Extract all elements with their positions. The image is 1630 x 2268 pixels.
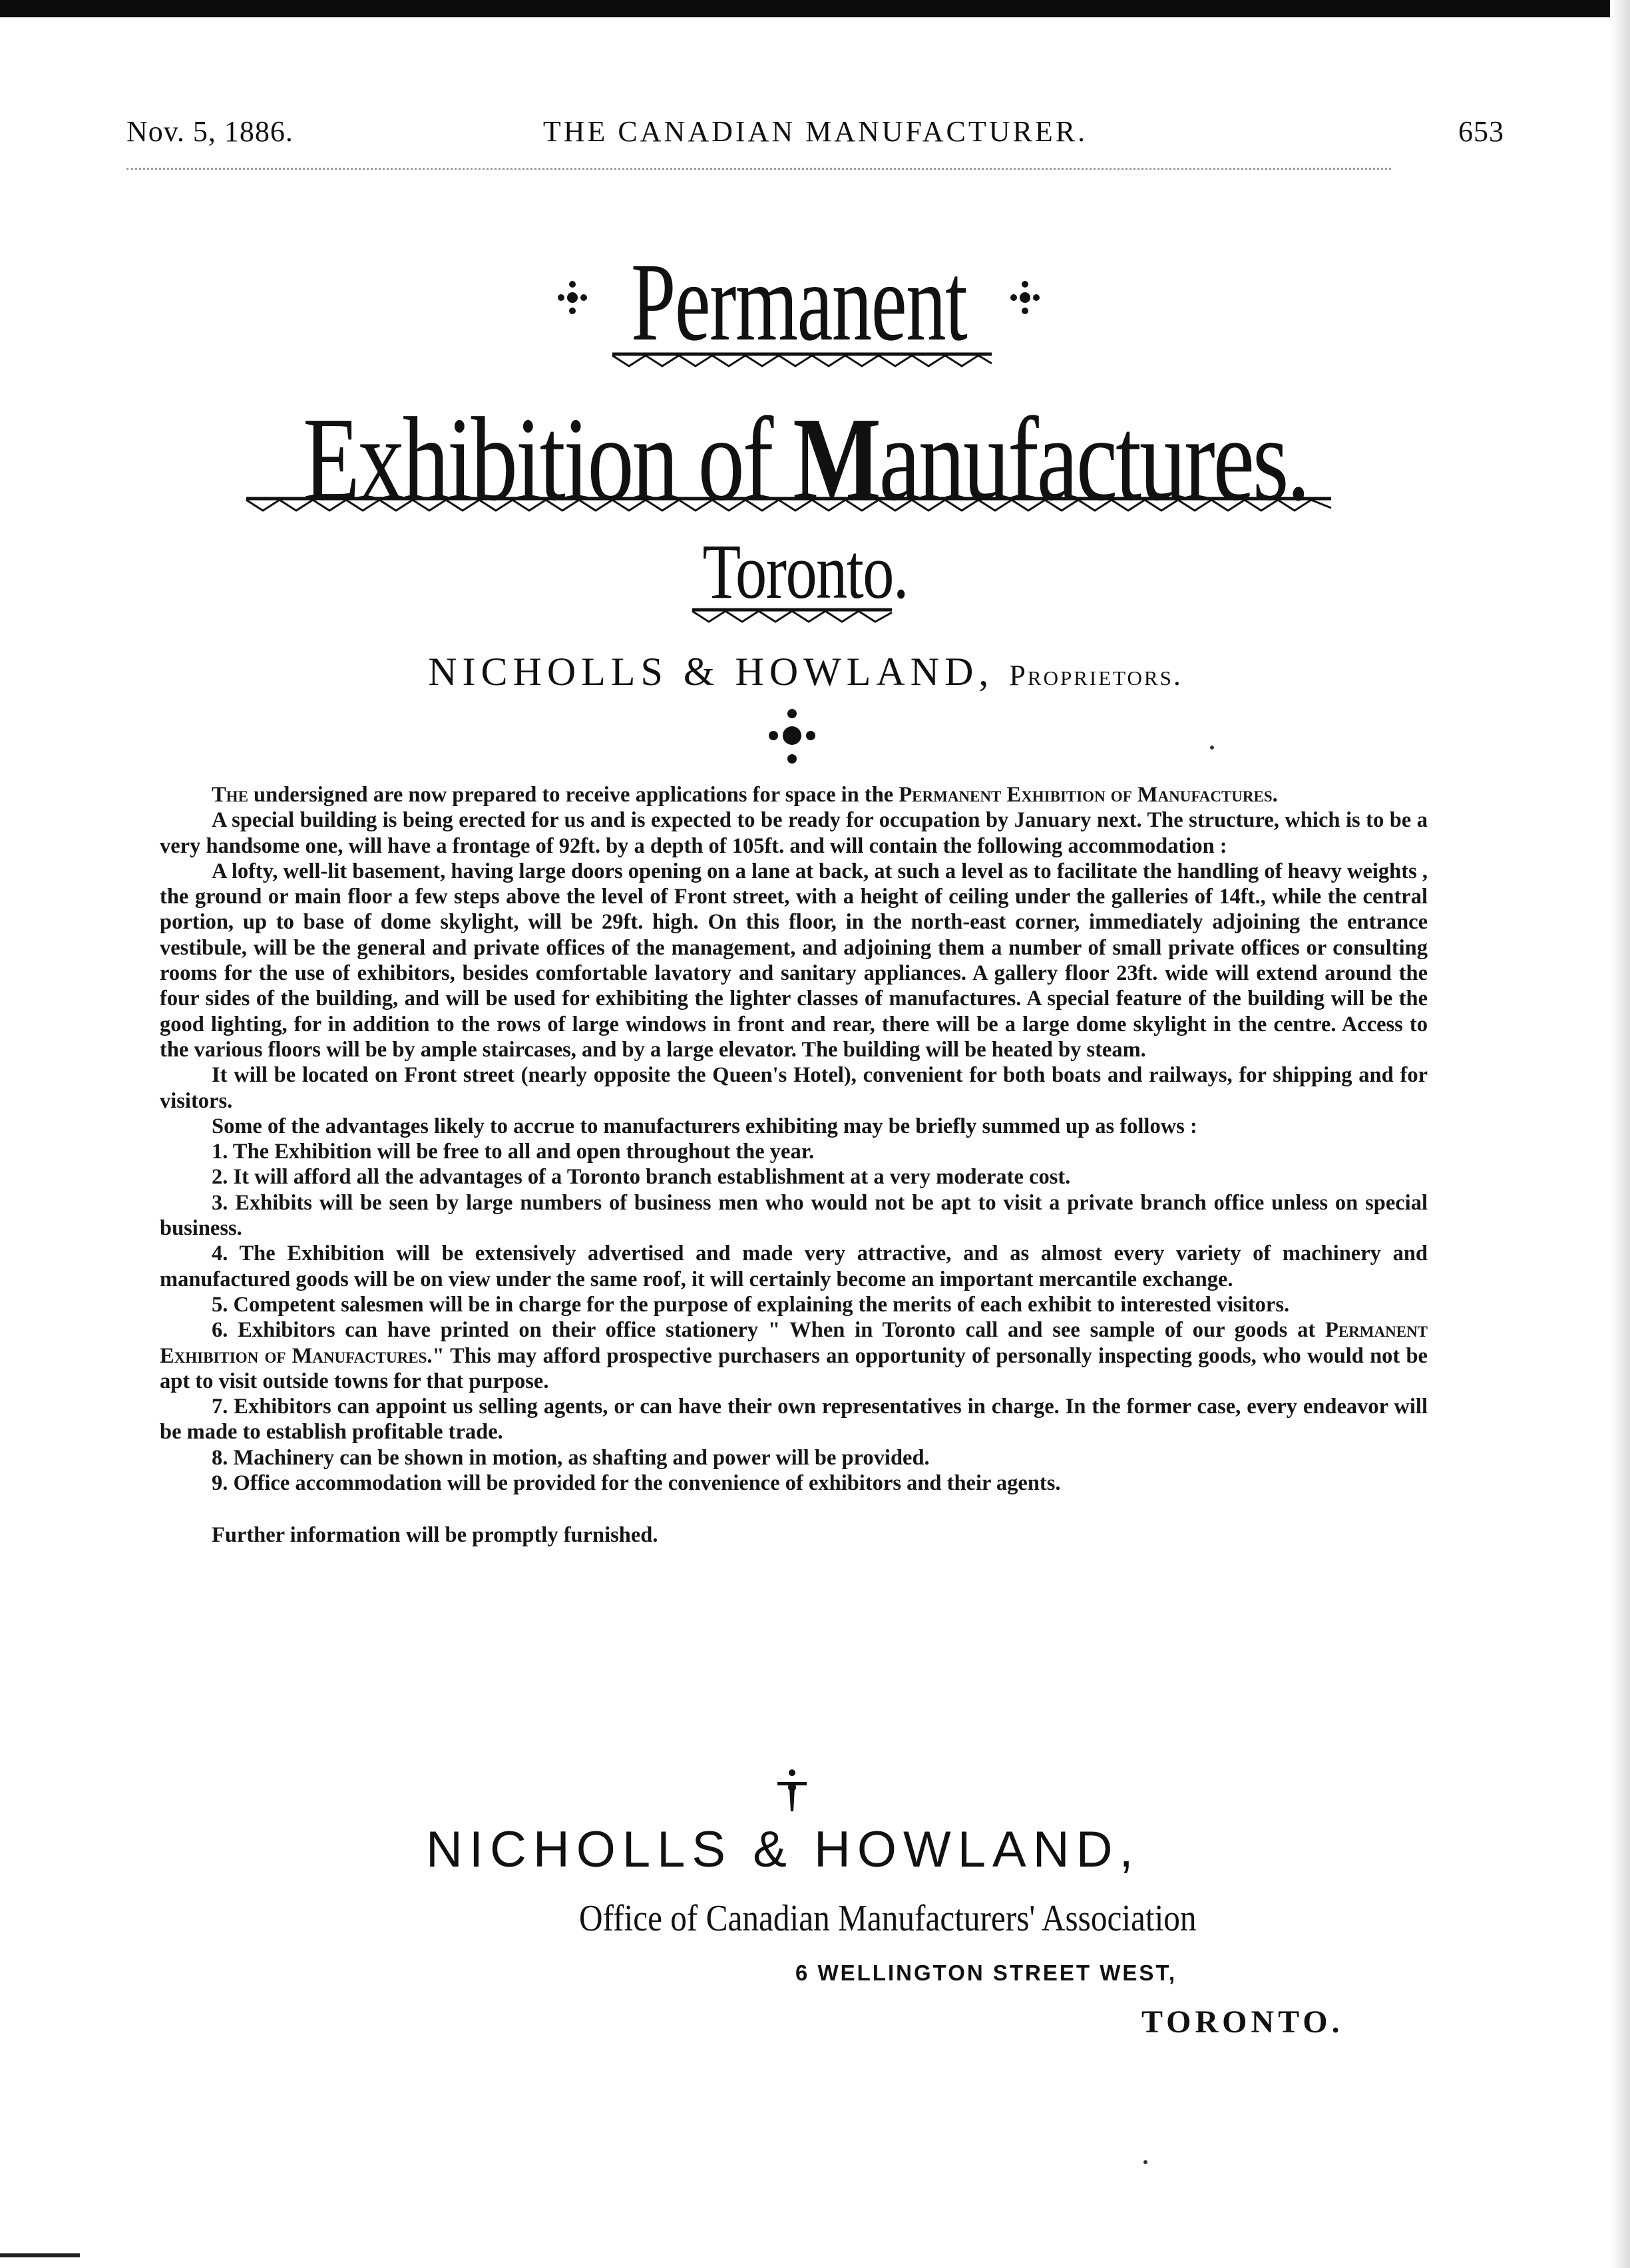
advantage-item-3: 3. Exhibits will be seen by large numbers of business men who would not be apt to visit a private branch office unless on special business.: [160, 1190, 1428, 1241]
headline-line1-row: [0, 240, 1597, 364]
headline-exhibition-prefix: Exhibition of: [302, 393, 793, 525]
headline-permanent: Permanent: [630, 240, 967, 364]
advantage-item-1: 1. The Exhibition will be free to all and open throughout the year.: [212, 1140, 815, 1164]
masthead-date: Nov. 5, 1886.: [126, 115, 294, 148]
proprietors-name: NICHOLLS & HOWLAND,: [428, 650, 994, 694]
advantage-item-2: 2. It will afford all the advantages of a Toronto branch establishment at a very moderate cost.: [212, 1165, 1071, 1190]
signature-office-text: Office of Canadian Manufacturers' Association: [579, 1898, 1197, 1939]
headline-big-m: M: [793, 393, 879, 525]
cross-ornament-icon: [765, 1767, 819, 1823]
diamond-ornament-icon: [529, 278, 616, 328]
signature-city: TORONTO.: [1141, 2004, 1344, 2040]
headline-exhibition-rest: anufactures.: [879, 393, 1309, 525]
location-paragraph: It will be located on Front street (nearly opposite the Queen's Hotel), convenient for both boats and railways, for shipping and for visitors.: [160, 1063, 1428, 1113]
description-paragraph: A lofty, well-lit basement, having large doors opening on a lane at back, at such a level as to facilitate the handling of heavy weights , the ground or main floor a few steps above the level of Front street, with a height of ceiling under the galleries of 14ft., while the central portion, up to base of dome skylight, will be 29ft. high. On this floor, in the north-east corner, immediately adjoining the entrance vestibule, will be the general and private offices of the management, and adjoining them a number of small private offices or consulting rooms for the use of exhibitors, besides comfortable lavatory and sanitary appliances. A gallery floor 23ft. wide will extend around the four sides of the building, and will be used for exhibiting the lighter classes of manufactures. A special feature of the building will be the good lighting, for in addition to the rows of large windows in front and rear, there will be a large dome skylight in the centre. Access to the various floors will be by ample staircases, and by a large elevator. The building will be heated by steam.: [160, 859, 1428, 1062]
flourish-underline-2: [0, 496, 1597, 513]
intro-paragraph: [160, 782, 1428, 807]
further-information: Further information will be promptly furnished.: [212, 1523, 658, 1548]
masthead: [126, 114, 1504, 161]
dot-cluster-ornament-icon: [765, 706, 819, 768]
advantage-item-5: 5. Competent salesmen will be in charge for the purpose of explaining the merits of each exhibit to interested visitors.: [212, 1292, 1290, 1317]
flourish-underline-1: [0, 351, 1597, 369]
advantages-paragraph: Some of the advantages likely to accrue to manufacturers exhibiting may be briefly summed up as follows :: [212, 1114, 1197, 1138]
headline-city: [0, 528, 1611, 615]
page-right-edge: [1610, 0, 1630, 2268]
masthead-publication: THE CANADIAN MANUFACTURER.: [542, 115, 1088, 148]
proprietors-label: Proprietors.: [1009, 659, 1183, 692]
advertisement-body: [160, 782, 1428, 1548]
flourish-underline-3: [0, 607, 1597, 624]
advantage-item-9: 9. Office accommodation will be provided for the convenience of exhibitors and their agents.: [212, 1471, 1061, 1496]
item6-end: " This may afford prospective purchasers an opportunity of personally inspecting goods, who would not be apt to visit outside towns for that purpose.: [160, 1343, 1428, 1393]
headline-city-text: Toronto.: [702, 528, 909, 615]
signature-address: 6 WELLINGTON STREET WEST,: [795, 1960, 1177, 1985]
advantage-item-6: [160, 1317, 1428, 1394]
advantage-item-8: 8. Machinery can be shown in motion, as shafting and power will be provided.: [212, 1445, 930, 1470]
item6-start: 6. Exhibitors can have printed on their office stationery " When in Toronto call and see sample of our goods at: [212, 1318, 1325, 1343]
intro-caps: Permanent Exhibition of Manufactures.: [899, 783, 1278, 807]
print-speck: [1210, 746, 1214, 750]
print-speck: [1143, 2160, 1147, 2164]
headline-proprietors: [0, 649, 1611, 695]
page-bottom-mark: [0, 2253, 80, 2257]
advantage-item-4: 4. The Exhibition will be extensively advertised and made very attractive, and as almost every variety of machinery and manufactured goods will be on view under the same roof, it will certainly become an important mercantile exchange.: [160, 1242, 1428, 1291]
signature-office: [579, 1897, 1378, 1940]
masthead-page-number: 653: [1458, 115, 1504, 148]
building-paragraph: A special building is being erected for us and is expected to be ready for occupation by January next. The structure, which is to be a very handsome one, will have a frontage of 92ft. by a depth of 105ft. and will contain the following accommodation :: [160, 808, 1428, 858]
signature-name: NICHOLLS & HOWLAND,: [426, 1821, 1140, 1878]
masthead-divider: [126, 168, 1391, 174]
intro-mid: undersigned are now prepared to receive applications for space in the: [248, 783, 899, 807]
diamond-ornament-icon: [982, 278, 1068, 328]
page-top-rule: [0, 0, 1611, 17]
item6-caps: Permanent Exhibition of Manufactures.: [160, 1318, 1428, 1368]
advantage-item-7: 7. Exhibitors can appoint us selling agents, or can have their own representatives in charge. In the former case, every endeavor will be made to establish profitable trade.: [160, 1395, 1428, 1445]
intro-start: The: [212, 783, 248, 807]
